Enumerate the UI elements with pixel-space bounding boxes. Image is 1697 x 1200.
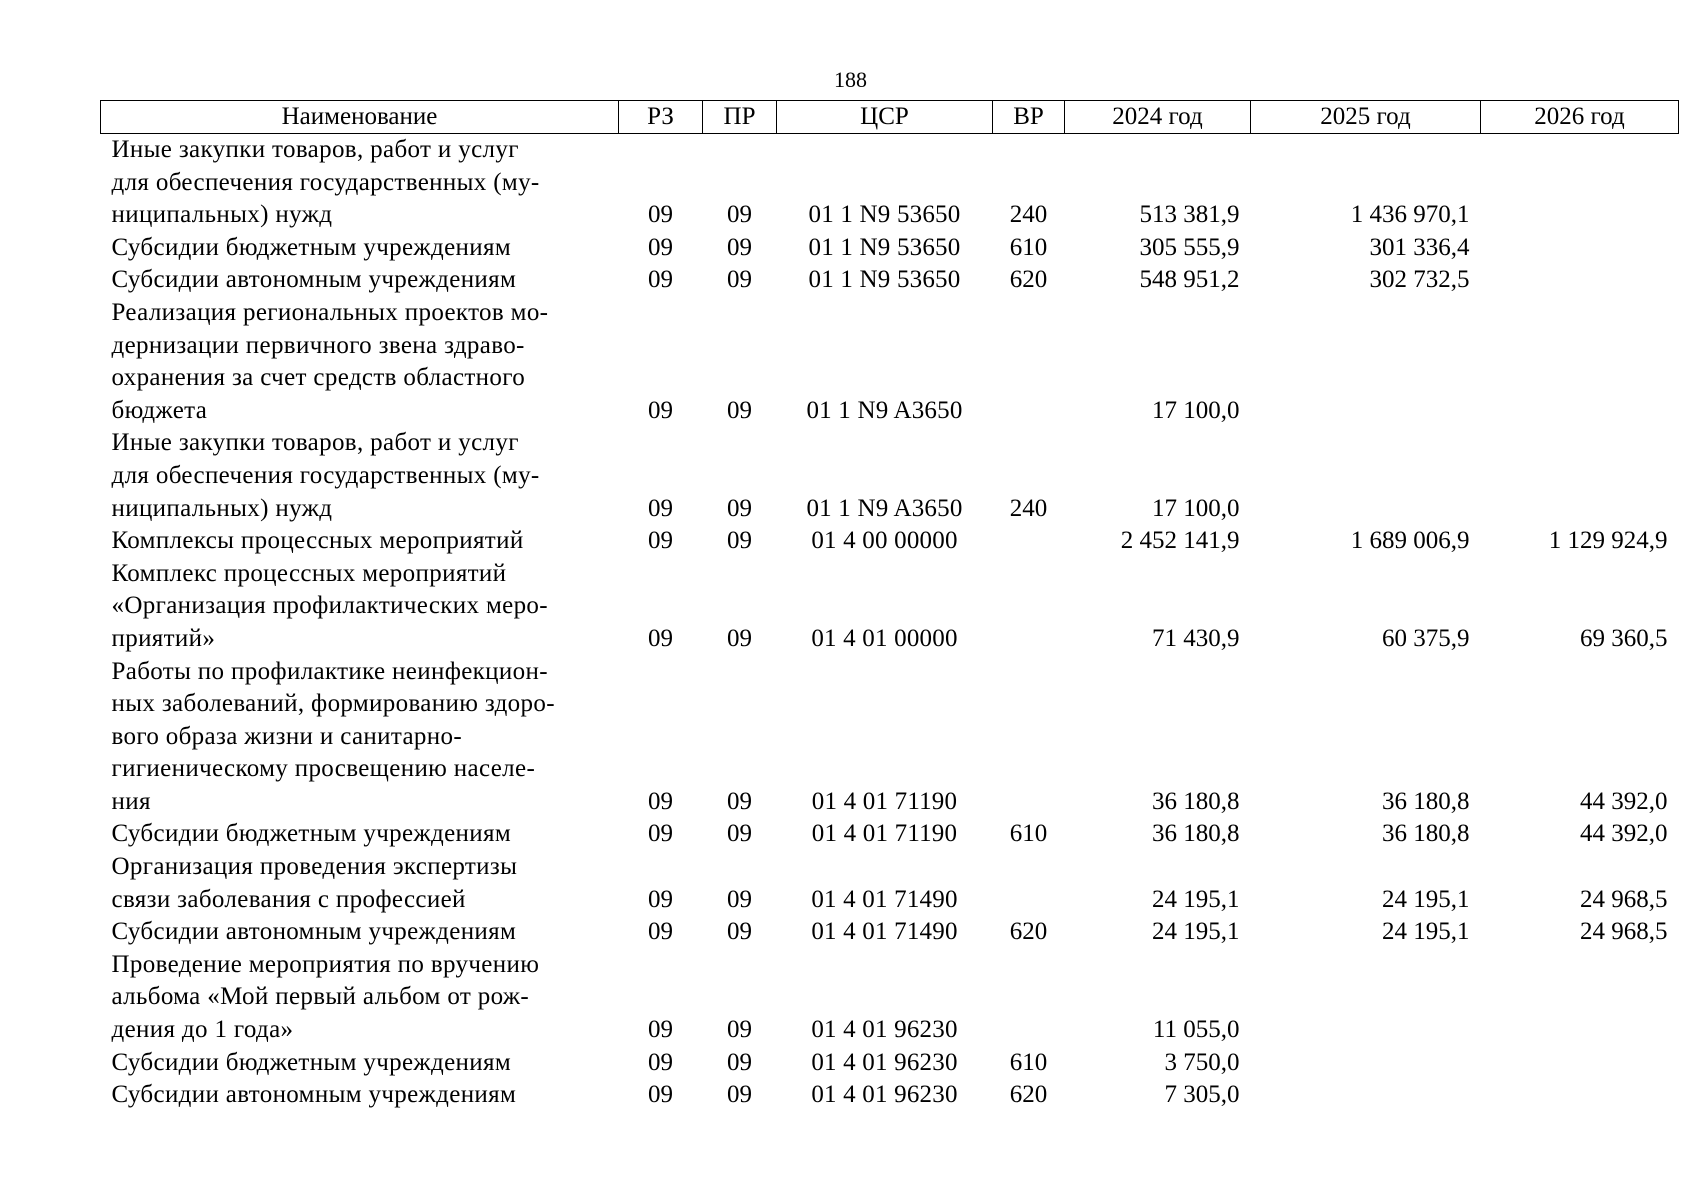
row-name-line: для обеспечения государственных (му- <box>111 461 540 489</box>
row-2025: 302 732,5 <box>1369 266 1470 294</box>
header-2025: 2025 год <box>1251 101 1481 134</box>
row-vr: 240 <box>1009 494 1048 522</box>
row-name-line: ния <box>111 787 151 815</box>
table-row <box>101 558 1679 656</box>
row-name-line: Субсидии бюджетным учреждениям <box>111 820 512 848</box>
row-name-line: «Организация профилактических меро- <box>111 592 548 620</box>
row-2024: 513 381,9 <box>1139 201 1240 229</box>
row-rz: 09 <box>648 918 673 946</box>
row-vr: 610 <box>1009 820 1048 848</box>
row-rz: 09 <box>648 787 673 815</box>
row-csr: 01 1 N9 53650 <box>808 266 961 294</box>
row-name-line: Субсидии бюджетным учреждениям <box>111 233 512 261</box>
row-rz: 09 <box>648 885 673 913</box>
row-name <box>101 656 619 819</box>
row-vr: 610 <box>1009 233 1048 261</box>
row-name-line: Проведение мероприятия по вручению <box>111 950 540 978</box>
row-2024: 36 180,8 <box>1152 787 1240 815</box>
row-pr: 09 <box>727 885 752 913</box>
table-row <box>101 851 1679 916</box>
row-name-line: ных заболеваний, формированию здоро- <box>111 690 555 718</box>
row-2025 <box>1251 297 1481 427</box>
row-name-line: дения до 1 года» <box>111 1016 294 1044</box>
row-rz: 09 <box>648 201 673 229</box>
row-csr: 01 1 N9 A3650 <box>806 396 963 424</box>
table-row <box>101 232 1679 265</box>
page-number: 188 <box>834 67 867 92</box>
header-csr: ЦСР <box>777 101 993 134</box>
row-csr: 01 4 01 71190 <box>811 820 958 848</box>
row-pr: 09 <box>727 233 752 261</box>
row-2026: 69 360,5 <box>1580 624 1668 652</box>
row-name <box>101 297 619 427</box>
row-csr: 01 4 00 00000 <box>811 527 958 555</box>
row-rz: 09 <box>648 494 673 522</box>
row-2026 <box>1481 232 1679 265</box>
row-pr: 09 <box>727 1048 752 1076</box>
row-2024: 2 452 141,9 <box>1120 527 1240 555</box>
row-name-line: гигиеническому просвещению населе- <box>111 755 536 783</box>
row-vr: 620 <box>1009 918 1048 946</box>
row-vr: 620 <box>1009 266 1048 294</box>
row-pr: 09 <box>727 787 752 815</box>
row-pr: 09 <box>727 527 752 555</box>
row-name-line: Субсидии автономным учреждениям <box>111 1081 517 1109</box>
header-2024: 2024 год <box>1065 101 1251 134</box>
table-row <box>101 1047 1679 1080</box>
row-name-line: Реализация региональных проектов мо- <box>111 298 549 326</box>
row-name-line: Субсидии бюджетным учреждениям <box>111 1048 512 1076</box>
row-name-line: Субсидии автономным учреждениям <box>111 266 517 294</box>
row-rz: 09 <box>648 624 673 652</box>
header-vr: ВР <box>993 101 1065 134</box>
row-2024: 3 750,0 <box>1164 1048 1240 1076</box>
row-name-line: Иные закупки товаров, работ и услуг <box>111 429 519 457</box>
row-rz: 09 <box>648 233 673 261</box>
row-vr <box>993 525 1065 558</box>
row-name <box>101 818 619 851</box>
row-2026 <box>1481 134 1679 232</box>
row-rz: 09 <box>648 820 673 848</box>
row-name-line: ниципальных) нужд <box>111 201 333 229</box>
row-name <box>101 558 619 656</box>
row-csr: 01 1 N9 A3650 <box>806 494 963 522</box>
row-name <box>101 264 619 297</box>
row-vr: 610 <box>1009 1048 1048 1076</box>
row-vr <box>993 656 1065 819</box>
row-name-line: ниципальных) нужд <box>111 494 333 522</box>
row-2026 <box>1481 427 1679 525</box>
row-csr: 01 4 01 96230 <box>811 1048 958 1076</box>
row-pr: 09 <box>727 266 752 294</box>
row-2026 <box>1481 297 1679 427</box>
row-2024: 24 195,1 <box>1152 885 1240 913</box>
row-rz: 09 <box>648 1016 673 1044</box>
row-pr: 09 <box>727 396 752 424</box>
row-2025 <box>1251 427 1481 525</box>
header-2026: 2026 год <box>1481 101 1679 134</box>
row-rz: 09 <box>648 1048 673 1076</box>
row-pr: 09 <box>727 1081 752 1109</box>
row-2026: 44 392,0 <box>1580 820 1668 848</box>
row-2025: 1 689 006,9 <box>1350 527 1470 555</box>
row-2024: 36 180,8 <box>1152 820 1240 848</box>
row-name-line: вого образа жизни и санитарно- <box>111 722 463 750</box>
header-row <box>101 101 1679 134</box>
row-2025: 24 195,1 <box>1382 885 1470 913</box>
table-row <box>101 264 1679 297</box>
row-2025: 301 336,4 <box>1369 233 1470 261</box>
row-2024: 24 195,1 <box>1152 918 1240 946</box>
row-vr <box>993 949 1065 1047</box>
row-name-line: Работы по профилактике неинфекцион- <box>111 657 548 685</box>
row-2024: 17 100,0 <box>1152 494 1240 522</box>
row-rz: 09 <box>648 527 673 555</box>
row-2025 <box>1251 1047 1481 1080</box>
budget-table-container <box>100 100 1678 1112</box>
row-2026: 1 129 924,9 <box>1548 527 1668 555</box>
row-2026 <box>1481 1047 1679 1080</box>
header-name: Наименование <box>101 101 619 134</box>
table-row <box>101 656 1679 819</box>
row-csr: 01 4 01 71190 <box>811 787 958 815</box>
row-2025: 1 436 970,1 <box>1350 201 1470 229</box>
row-2025 <box>1251 949 1481 1047</box>
row-name <box>101 427 619 525</box>
row-name <box>101 916 619 949</box>
table-row <box>101 949 1679 1047</box>
row-2026: 44 392,0 <box>1580 787 1668 815</box>
table-row <box>101 525 1679 558</box>
row-name <box>101 1079 619 1112</box>
row-csr: 01 4 01 00000 <box>811 624 958 652</box>
row-name <box>101 525 619 558</box>
row-2026: 24 968,5 <box>1580 918 1668 946</box>
row-2024: 17 100,0 <box>1152 396 1240 424</box>
row-2024: 305 555,9 <box>1139 233 1240 261</box>
row-name-line: альбома «Мой первый альбом от рож- <box>111 983 530 1011</box>
header-rz: РЗ <box>619 101 703 134</box>
header-pr: ПР <box>703 101 777 134</box>
row-name-line: Иные закупки товаров, работ и услуг <box>111 136 519 163</box>
row-2025: 36 180,8 <box>1382 787 1470 815</box>
row-2026 <box>1481 949 1679 1047</box>
row-pr: 09 <box>727 820 752 848</box>
row-pr: 09 <box>727 1016 752 1044</box>
row-name <box>101 851 619 916</box>
table-row <box>101 134 1679 232</box>
row-name-line: приятий» <box>111 624 216 652</box>
row-vr <box>993 851 1065 916</box>
table-row <box>101 297 1679 427</box>
row-2025: 36 180,8 <box>1382 820 1470 848</box>
row-vr <box>993 558 1065 656</box>
table-row <box>101 818 1679 851</box>
row-name-line: для обеспечения государственных (му- <box>111 168 540 196</box>
row-name <box>101 134 619 232</box>
row-2024: 71 430,9 <box>1152 624 1240 652</box>
row-pr: 09 <box>727 918 752 946</box>
row-csr: 01 4 01 71490 <box>811 918 958 946</box>
row-csr: 01 1 N9 53650 <box>808 233 961 261</box>
row-name-line: бюджета <box>111 396 208 424</box>
row-2026: 24 968,5 <box>1580 885 1668 913</box>
table-row <box>101 427 1679 525</box>
table-body <box>101 134 1679 1112</box>
table-row <box>101 916 1679 949</box>
row-2025 <box>1251 1079 1481 1112</box>
row-csr: 01 4 01 96230 <box>811 1081 958 1109</box>
row-2025: 60 375,9 <box>1382 624 1470 652</box>
row-csr: 01 1 N9 53650 <box>808 201 961 229</box>
row-rz: 09 <box>648 396 673 424</box>
row-2026 <box>1481 1079 1679 1112</box>
row-pr: 09 <box>727 624 752 652</box>
row-name <box>101 232 619 265</box>
row-name <box>101 949 619 1047</box>
row-vr <box>993 297 1065 427</box>
row-name-line: связи заболевания с профессией <box>111 885 466 913</box>
row-name-line: дернизации первичного звена здраво- <box>111 331 525 359</box>
table-row <box>101 1079 1679 1112</box>
row-name-line: Комплексы процессных мероприятий <box>111 527 524 555</box>
row-2026 <box>1481 264 1679 297</box>
row-name-line: Организация проведения экспертизы <box>111 853 518 881</box>
row-2024: 11 055,0 <box>1152 1016 1240 1044</box>
table-header <box>101 101 1679 134</box>
row-csr: 01 4 01 96230 <box>811 1016 958 1044</box>
row-csr: 01 4 01 71490 <box>811 885 958 913</box>
row-pr: 09 <box>727 494 752 522</box>
row-name-line: Субсидии автономным учреждениям <box>111 918 517 946</box>
row-name-line: охранения за счет средств областного <box>111 364 526 392</box>
row-name <box>101 1047 619 1080</box>
row-2025: 24 195,1 <box>1382 918 1470 946</box>
row-name-line: Комплекс процессных мероприятий <box>111 559 507 587</box>
row-2024: 7 305,0 <box>1164 1081 1240 1109</box>
row-pr: 09 <box>727 201 752 229</box>
row-vr: 620 <box>1009 1081 1048 1109</box>
row-rz: 09 <box>648 266 673 294</box>
budget-table <box>100 100 1679 1112</box>
row-2024: 548 951,2 <box>1139 266 1240 294</box>
row-vr: 240 <box>1009 201 1048 229</box>
row-rz: 09 <box>648 1081 673 1109</box>
